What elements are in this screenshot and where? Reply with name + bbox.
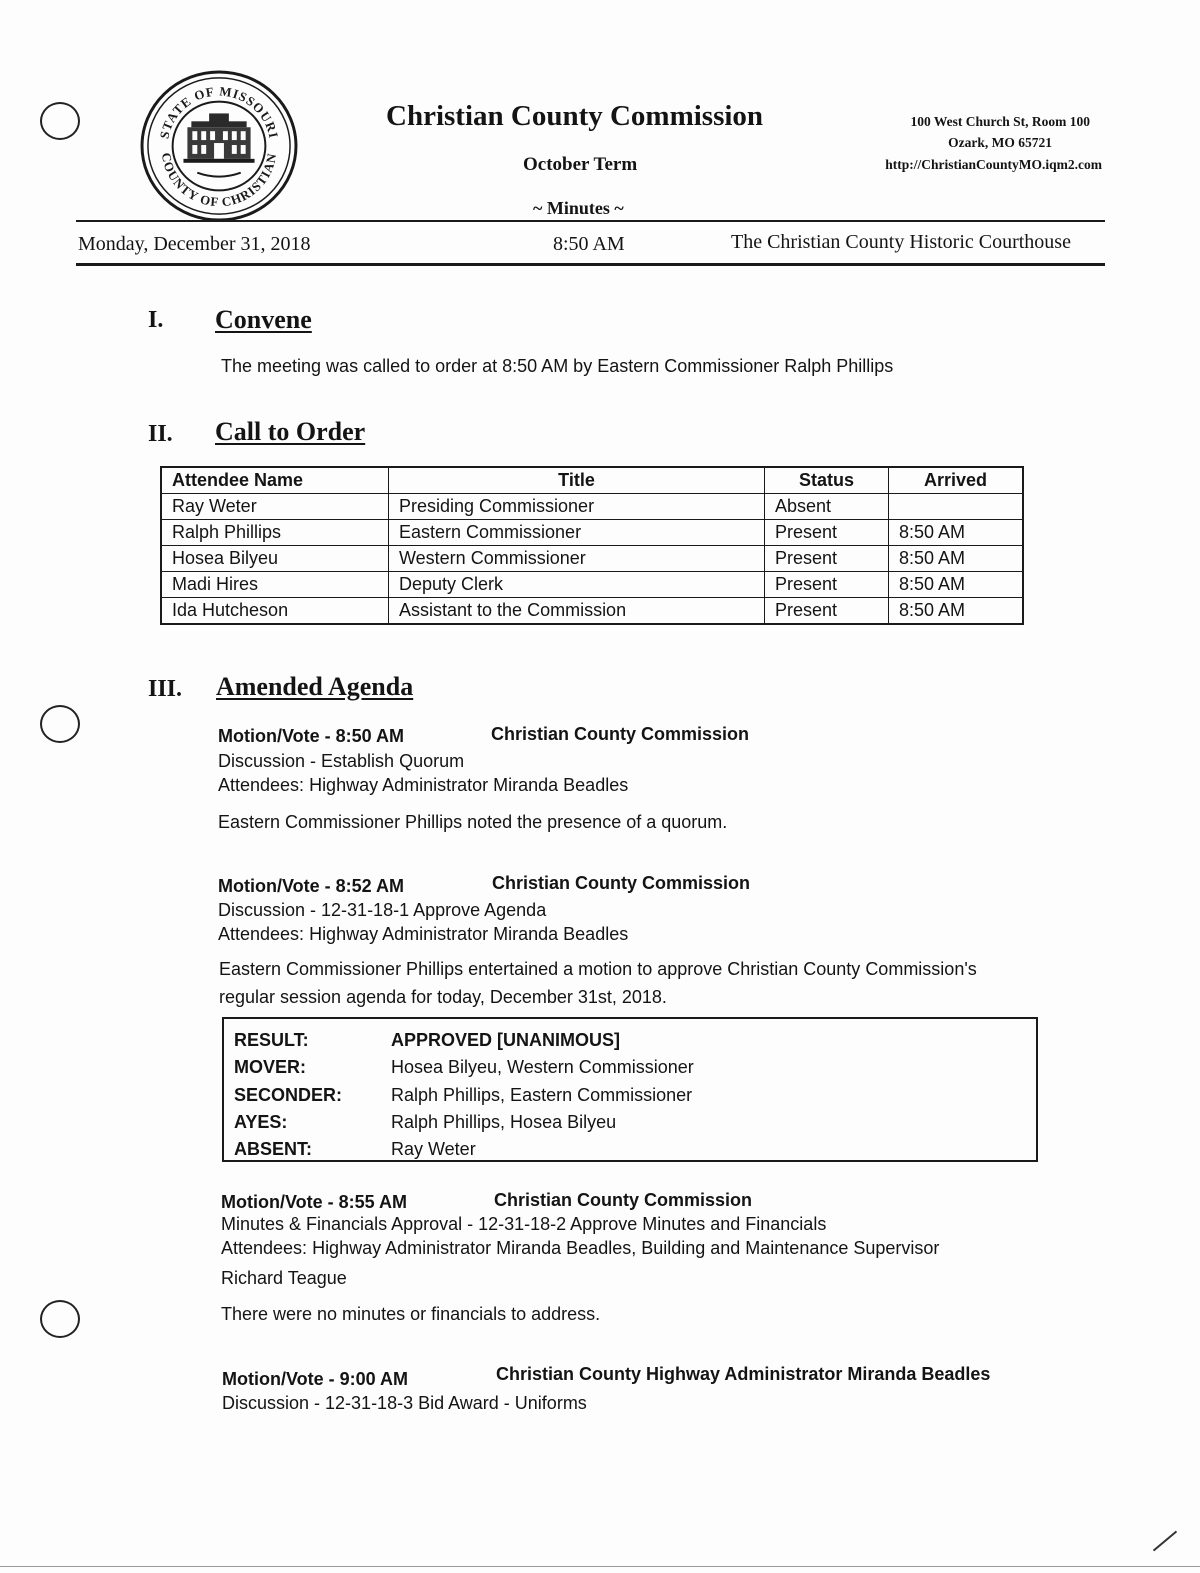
ayes-label: AYES: — [234, 1112, 288, 1132]
attendee-title: Presiding Commissioner — [389, 494, 765, 520]
attendee-title: Western Commissioner — [389, 546, 765, 572]
svg-text:STATE OF MISSOURI: STATE OF MISSOURI — [157, 84, 281, 141]
attendee-status: Present — [765, 520, 889, 546]
section-heading-convene: Convene — [215, 305, 312, 334]
motion-body: Christian County Commission — [494, 1190, 753, 1210]
section-heading-call-to-order: Call to Order — [215, 417, 366, 446]
attendee-title: Assistant to the Commission — [389, 598, 765, 625]
meeting-time: 8:50 AM — [553, 233, 625, 255]
attendee-status: Present — [765, 572, 889, 598]
attendee-table — [160, 466, 1024, 625]
header-rule-top — [76, 220, 1105, 222]
table-row — [161, 494, 1023, 520]
mover-label: MOVER: — [234, 1057, 306, 1077]
attendee-status: Present — [765, 598, 889, 625]
absent-value: Ray Weter — [391, 1139, 476, 1159]
result-label: RESULT: — [234, 1030, 309, 1050]
section-heading-amended-agenda: Amended Agenda — [216, 672, 414, 701]
seconder-label: SECONDER: — [234, 1085, 343, 1105]
table-row — [161, 520, 1023, 546]
motion-vote-time: Motion/Vote - 8:52 AM — [218, 876, 404, 896]
motion-vote-time: Motion/Vote - 9:00 AM — [222, 1369, 408, 1389]
document-title: Christian County Commission — [386, 100, 764, 132]
column-header: Status — [765, 467, 889, 494]
vote-result-box — [222, 1017, 1038, 1162]
motion-note: There were no minutes or financials to address. — [221, 1304, 601, 1324]
motion-attendees: Attendees: Highway Administrator Miranda Beadles — [218, 775, 629, 795]
attendee-name: Ray Weter — [161, 494, 389, 520]
mover-row — [234, 1057, 694, 1078]
motion-vote-time: Motion/Vote - 8:50 AM — [218, 726, 404, 746]
address-line-2: Ozark, MO 65721 — [948, 135, 1052, 150]
motion-note-line: regular session agenda for today, December 31st, 2018. — [219, 987, 667, 1007]
scan-mark — [0, 1566, 1200, 1567]
motion-note: Eastern Commissioner Phillips noted the presence of a quorum. — [218, 812, 728, 832]
attendee-arrived — [889, 494, 1024, 520]
table-row — [161, 546, 1023, 572]
section-number: I. — [148, 307, 164, 333]
meeting-date: Monday, December 31, 2018 — [78, 233, 311, 255]
binder-hole-top — [40, 102, 80, 140]
column-header: Attendee Name — [161, 467, 389, 494]
meeting-location: The Christian County Historic Courthouse — [731, 231, 1071, 253]
attendee-arrived: 8:50 AM — [889, 520, 1024, 546]
column-header: Title — [389, 467, 765, 494]
motion-note-line: Eastern Commissioner Phillips entertained a motion to approve Christian County Commission's — [219, 959, 977, 979]
county-seal-logo — [140, 70, 298, 222]
motion-attendees: Attendees: Highway Administrator Miranda Beadles — [218, 924, 629, 944]
ayes-row — [234, 1112, 616, 1133]
mover-value: Hosea Bilyeu, Western Commissioner — [391, 1057, 694, 1077]
attendee-status: Present — [765, 546, 889, 572]
binder-hole-bottom — [40, 1300, 80, 1338]
motion-attendees-line: Attendees: Highway Administrator Miranda Beadles, Building and Maintenance Supervisor — [221, 1238, 940, 1258]
result-row — [234, 1030, 620, 1051]
attendee-name: Madi Hires — [161, 572, 389, 598]
attendee-arrived: 8:50 AM — [889, 572, 1024, 598]
absent-row — [234, 1139, 476, 1160]
website-url: http://ChristianCountyMO.iqm2.com — [885, 157, 1102, 172]
attendee-name: Ralph Phillips — [161, 520, 389, 546]
motion-discussion: Discussion - Establish Quorum — [218, 751, 465, 771]
seconder-value: Ralph Phillips, Eastern Commissioner — [391, 1085, 693, 1105]
section-number: II. — [148, 421, 173, 447]
absent-label: ABSENT: — [234, 1139, 313, 1159]
column-header: Arrived — [889, 467, 1024, 494]
convene-text: The meeting was called to order at 8:50 AM by Eastern Commissioner Ralph Phillips — [221, 356, 894, 376]
motion-body: Christian County Highway Administrator Miranda Beadles — [496, 1364, 991, 1384]
binder-hole-middle — [40, 705, 80, 743]
scan-mark — [1153, 1531, 1177, 1552]
motion-vote-time: Motion/Vote - 8:55 AM — [221, 1192, 407, 1212]
attendee-name: Ida Hutcheson — [161, 598, 389, 625]
minutes-label: ~ Minutes ~ — [533, 198, 624, 218]
attendee-title: Deputy Clerk — [389, 572, 765, 598]
motion-discussion: Discussion - 12-31-18-1 Approve Agenda — [218, 900, 547, 920]
term-label: October Term — [523, 154, 638, 175]
section-number: III. — [148, 676, 183, 702]
attendee-arrived: 8:50 AM — [889, 546, 1024, 572]
motion-discussion: Minutes & Financials Approval - 12-31-18-2 Approve Minutes and Financials — [221, 1214, 827, 1234]
seconder-row — [234, 1085, 692, 1106]
table-row — [161, 572, 1023, 598]
attendee-status: Absent — [765, 494, 889, 520]
svg-text:COUNTY OF CHRISTIAN: COUNTY OF CHRISTIAN — [158, 151, 280, 210]
motion-body: Christian County Commission — [491, 724, 750, 744]
result-value: APPROVED [UNANIMOUS] — [391, 1030, 621, 1050]
table-header-row — [161, 467, 1023, 494]
attendee-name: Hosea Bilyeu — [161, 546, 389, 572]
motion-body: Christian County Commission — [492, 873, 751, 893]
header-rule-bottom — [76, 263, 1105, 266]
table-row — [161, 598, 1023, 625]
motion-attendees-line: Richard Teague — [221, 1268, 347, 1288]
attendee-arrived: 8:50 AM — [889, 598, 1024, 625]
address-line-1: 100 West Church St, Room 100 — [910, 114, 1090, 129]
motion-discussion: Discussion - 12-31-18-3 Bid Award - Uniforms — [222, 1393, 587, 1413]
ayes-value: Ralph Phillips, Hosea Bilyeu — [391, 1112, 617, 1132]
attendee-title: Eastern Commissioner — [389, 520, 765, 546]
